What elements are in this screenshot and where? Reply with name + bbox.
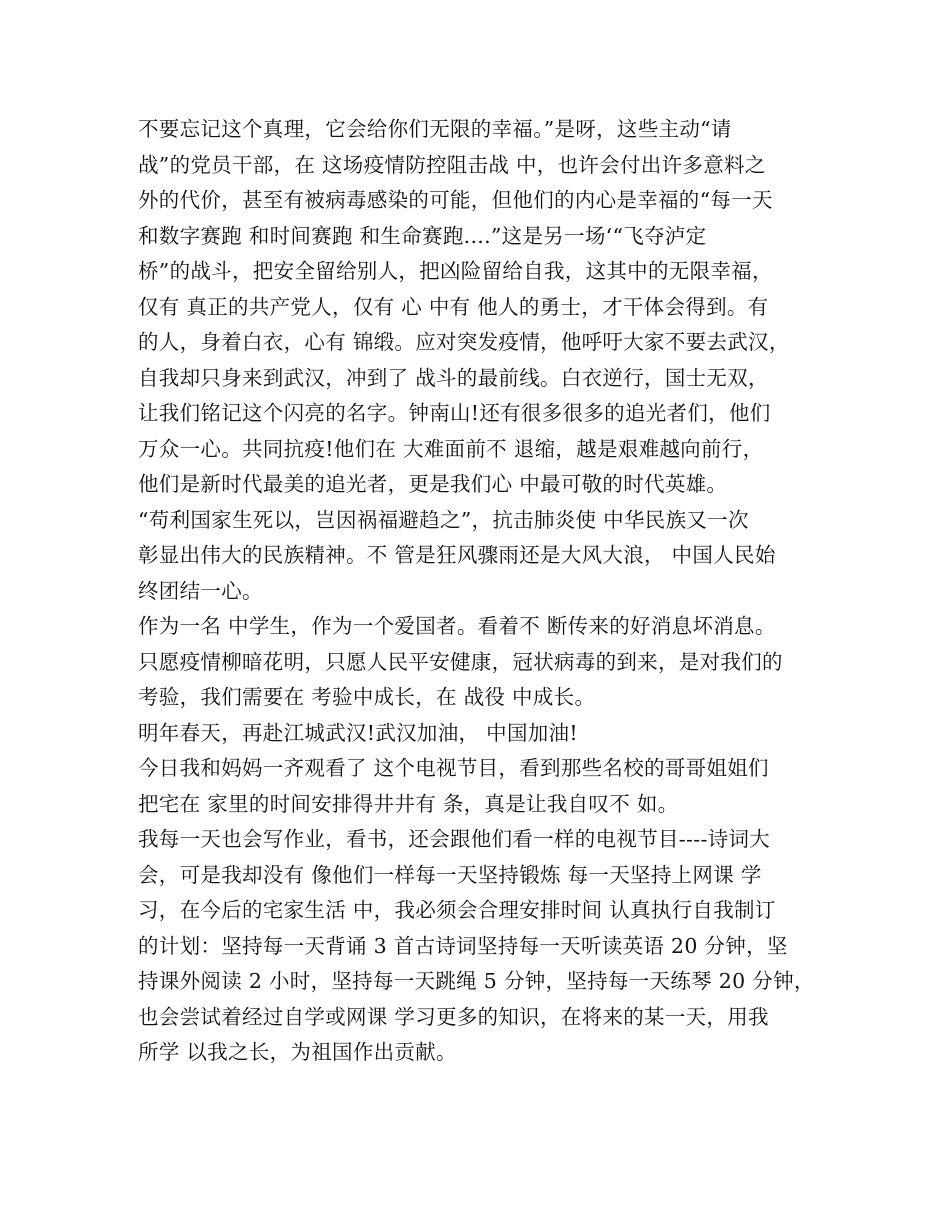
text-line: 会，可是我却没有 像他们一样每一天坚持锻炼 每一天坚持上网课 学 (138, 862, 762, 887)
text-line: 考验，我们需要在 考验中成长，在 战役 中成长。 (138, 685, 596, 709)
text-line: 他们是新时代最美的追光者，更是我们心 中最可敬的时代英雄。 (138, 472, 728, 496)
text-line: 桥”的战斗，把安全留给别人，把凶险留给自我，这其中的无限幸福， (138, 259, 773, 283)
text-line: 作为一名 中学生，作为一个爱国者。看着不 断传来的好消息坏消息。 (138, 614, 776, 638)
text-line: 外的代价，甚至有被病毒感染的可能，但他们的内心是幸福的“每一天 (138, 188, 773, 212)
text-line: 让我们铭记这个闪亮的名字。钟南山!还有很多很多的追光者们，他们 (138, 401, 771, 425)
text-line: 战”的党员干部，在 这场疫情防控阻击战 中，也许会付出许多意料之 (138, 152, 766, 177)
text-line: 把宅在 家里的时间安排得井井有 条，真是让我自叹不 如。 (138, 791, 679, 816)
text-line: 自我却只身来到武汉，冲到了 战斗的最前线。白衣逆行，国士无双， (138, 365, 769, 390)
text-line: 持课外阅读 2 小时，坚持每一天跳绳 5 分钟，坚持每一天练琴 20 分钟， (138, 969, 815, 993)
text-line: 万众一心。共同抗疫!他们在 大难面前不 退缩，越是艰难越向前行， (138, 436, 764, 461)
text-line: 的人，身着白衣，心有 锦缎。应对突发疫情，他呼吁大家不要去武汉， (138, 330, 790, 354)
text-line: 终团结一心。 (138, 578, 263, 603)
text-line: 明年春天，再赴江城武汉!武汉加油， 中国加油! (138, 720, 578, 745)
text-line: 仅有 真正的共产党人，仅有 心 中有 他人的勇士，才干体会得到。有 (138, 294, 769, 319)
text-line: 彰显出伟大的民族精神。不 管是狂风骤雨还是大风大浪， 中国人民始 (138, 543, 776, 567)
text-line: 只愿疫情柳暗花明，只愿人民平安健康，冠状病毒的到来，是对我们的 (138, 649, 783, 674)
text-line: 习，在今后的宅家生活 中，我必须会合理安排时间 认真执行自我制订 (138, 898, 776, 922)
text-line: 所学 以我之长，为祖国作出贡献。 (138, 1040, 457, 1064)
text-line: 不要忘记这个真理，它会给你们无限的幸福。”是呀，这些主动“请 (138, 117, 732, 141)
text-line: 我每一天也会写作业，看书，还会跟他们看一样的电视节目----诗词大 (138, 827, 771, 851)
text-line: 的计划：坚持每一天背诵 3 首古诗词坚持每一天听读英语 20 分钟，坚 (138, 933, 788, 958)
text-line: 和数字赛跑 和时间赛跑 和生命赛跑....”这是另一场‘“飞夺泸定 (138, 223, 707, 248)
text-line: 也会尝试着经过自学或网课 学习更多的知识，在将来的某一天，用我 (138, 1004, 769, 1029)
text-line: “苟利国家生死以，岂因祸福避趋之”，抗击肺炎使 中华民族又一次 (138, 507, 749, 532)
document-body (138, 112, 828, 1071)
text-line: 今日我和妈妈一齐观看了 这个电视节目，看到那些名校的哥哥姐姐们 (138, 756, 769, 780)
